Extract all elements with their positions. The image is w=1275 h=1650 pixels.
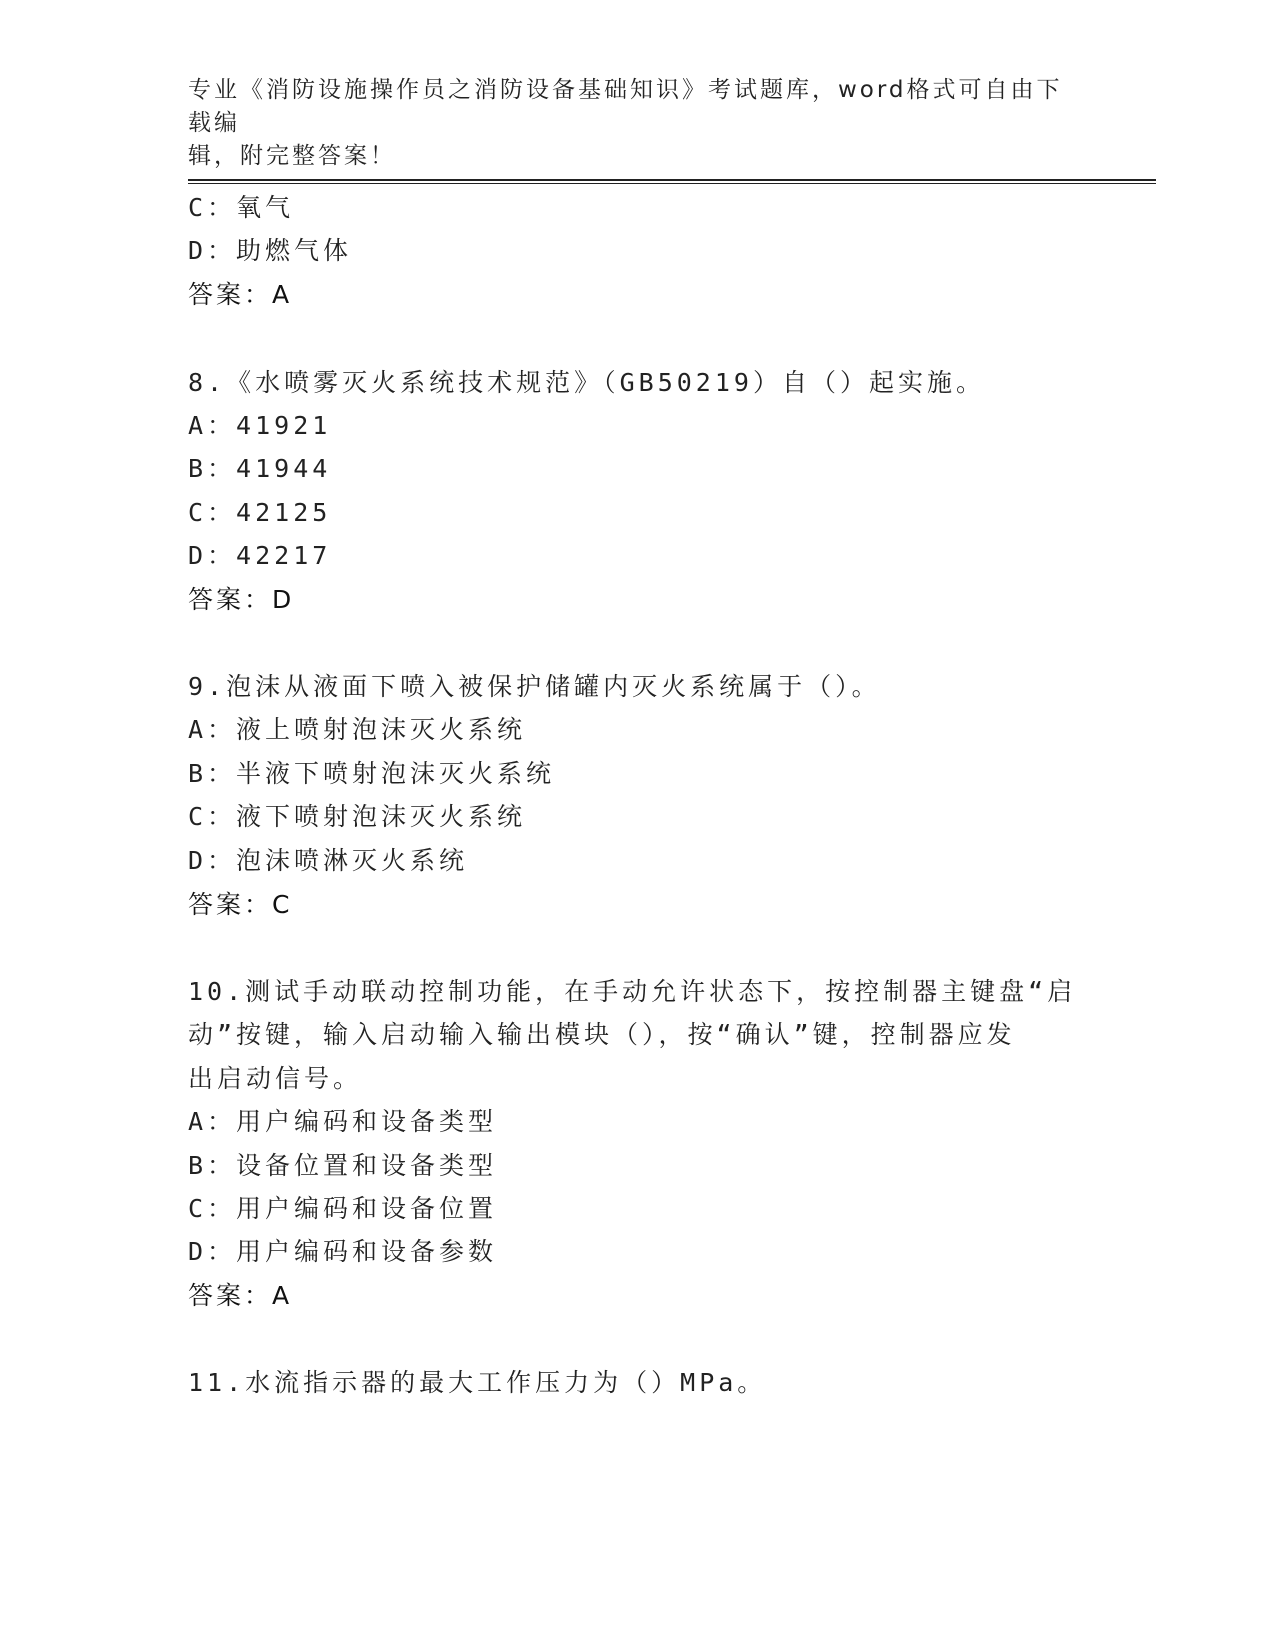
q9-option-c: C：液下喷射泡沫灭火系统 bbox=[188, 802, 527, 831]
q10-option-a: A：用户编码和设备类型 bbox=[188, 1107, 498, 1136]
q9-option-d: D：泡沫喷淋灭火系统 bbox=[188, 846, 469, 875]
q10-stem-line-2: 动”按键，输入启动输入输出模块（），按“确认”键，控制器应发 bbox=[188, 1020, 1016, 1049]
header-line-2: 辑，附完整答案！ bbox=[188, 143, 396, 169]
prev-option-c: C：氧气 bbox=[188, 193, 295, 222]
q8-option-c: C：42125 bbox=[188, 498, 332, 527]
q8-option-a: A：41921 bbox=[188, 411, 332, 440]
q10-option-c: C：用户编码和设备位置 bbox=[188, 1194, 498, 1223]
q10-stem-line-1: 10.测试手动联动控制功能，在手动允许状态下，按控制器主键盘“启 bbox=[188, 977, 1077, 1006]
q8-option-d: D：42217 bbox=[188, 541, 332, 570]
q9-answer: 答案：C bbox=[188, 890, 293, 919]
q9-option-b: B：半液下喷射泡沫灭火系统 bbox=[188, 759, 556, 788]
header-rule-thin bbox=[188, 183, 1156, 184]
prev-answer: 答案：A bbox=[188, 280, 293, 309]
q8-option-b: B：41944 bbox=[188, 454, 332, 483]
q10-answer: 答案：A bbox=[188, 1281, 293, 1310]
prev-option-d: D：助燃气体 bbox=[188, 236, 353, 265]
header-rule-thick bbox=[188, 179, 1156, 181]
header-line-1: 专业《消防设施操作员之消防设备基础知识》考试题库，word格式可自由下载编 bbox=[188, 77, 1063, 136]
q8-answer: 答案：D bbox=[188, 585, 295, 614]
q9-option-a: A：液上喷射泡沫灭火系统 bbox=[188, 715, 527, 744]
q11-stem: 11.水流指示器的最大工作压力为（）MPa。 bbox=[188, 1368, 767, 1397]
q8-stem: 8.《水喷雾灭火系统技术规范》（GB50219）自（）起实施。 bbox=[188, 368, 985, 397]
q10-stem-line-3: 出启动信号。 bbox=[188, 1064, 363, 1093]
q9-stem: 9.泡沫从液面下喷入被保护储罐内灭火系统属于（）。 bbox=[188, 672, 881, 701]
document-header bbox=[188, 74, 1088, 173]
q10-option-d: D：用户编码和设备参数 bbox=[188, 1237, 498, 1266]
q10-option-b: B：设备位置和设备类型 bbox=[188, 1151, 498, 1180]
